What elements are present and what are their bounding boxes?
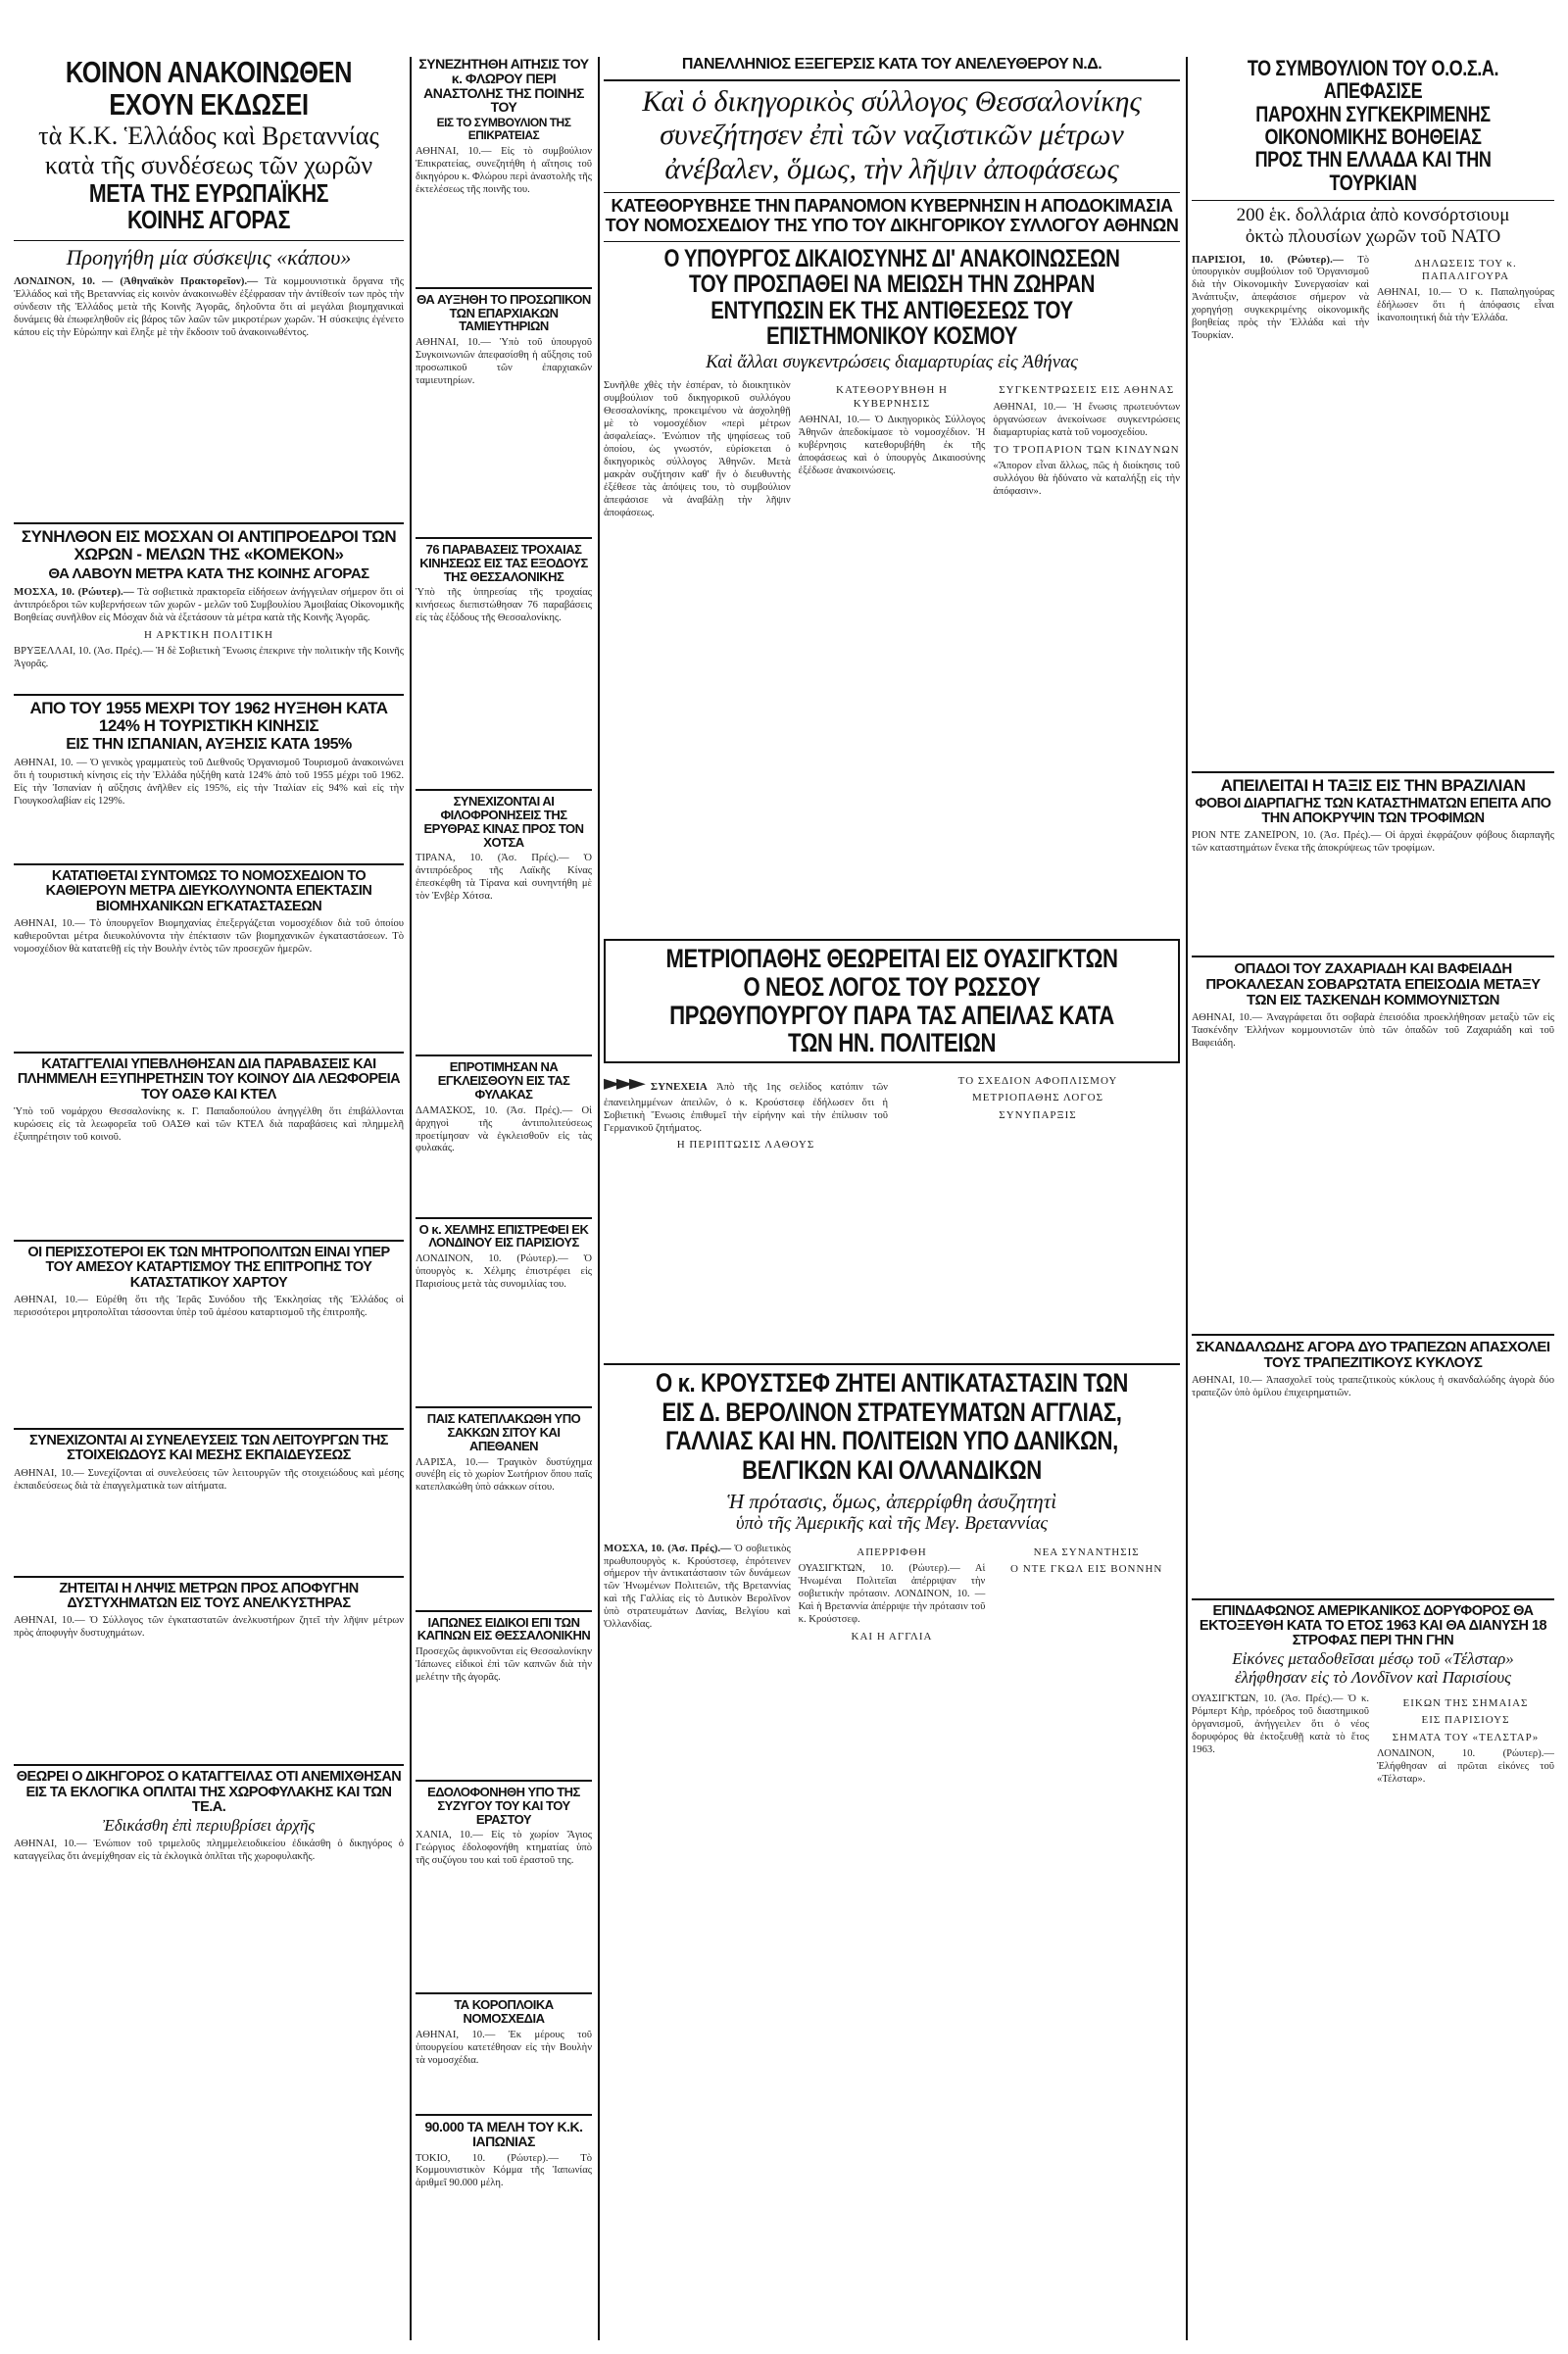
headline-tashkent: ΟΠΑΔΟΙ ΤΟΥ ΖΑΧΑΡΙΑΔΗ ΚΑΙ ΒΑΦΕΙΑΔΗ ΠΡΟΚΑΛΕΣΑΝ ΣΟΒΑΡΩΤΑΤΑ ΕΠΕΙΣΟΔΙΑ ΜΕΤΑΞΥ ΤΩΝ ΕΙΣ ΤΑΣΚΕΝΔΗ ΚΟΜΜΟΥΝΙΣΤΩΝ [1205,960,1541,1009]
headline-moderate-speech: ΜΕΤΡΙΟΠΑΘΗΣ ΘΕΩΡΕΙΤΑΙ ΕΙΣ ΟΥΑΣΙΓΚΤΩΝ Ο ΝΕΟΣ ΛΟΓΟΣ ΤΟΥ ΡΩΣΣΟΥ ΠΡΩΘΥΠΟΥΡΓΟΥ ΠΑΡΑ ΤΑΣ ΑΠΕΙΛΑΣ ΚΑΤΑ ΤΩΝ ΗΝ. ΠΟΛΙΤΕΙΩΝ [665,944,1118,1058]
article-bills-text: ΑΘΗΝΑΙ, 10.— Ἐκ μέρους τοῦ ὑπουργείου κατετέθησαν εἰς τὴν Βουλὴν τὰ νομοσχέδια. [416,2029,592,2066]
headline-metropolitans: ΟΙ ΠΕΡΙΣΣΟΤΕΡΟΙ ΕΚ ΤΩΝ ΜΗΤΡΟΠΟΛΙΤΩΝ ΕΙΝΑΙ ΥΠΕΡ ΤΟΥ ΑΜΕΣΟΥ ΚΑΤΑΡΤΙΣΜΟΥ ΤΗΣ ΕΠΙΤΡΟΠΗΣ ΤΟΥ ΚΑΤΑΣΤΑΤΙΚΟΥ ΧΑΡΤΟΥ [27,1244,390,1291]
newspaper-page [14,57,1554,2340]
subhead-rejected-line2: ὑπὸ τῆς Ἀμερικῆς καὶ τῆς Μεγ. Βρεταννίας [735,1512,1049,1534]
headline-moscow-comecon: ΣΥΝΗΛΘΟΝ ΕΙΣ ΜΟΣΧΑΝ ΟΙ ΑΝΤΙΠΡΟΕΔΡΟΙ ΤΩΝ ΧΩΡΩΝ - ΜΕΛΩΝ ΤΗΣ «ΚΟΜΕΚΟΝ» [21,526,397,564]
headline-elevators: ΖΗΤΕΙΤΑΙ Η ΛΗΨΙΣ ΜΕΤΡΩΝ ΠΡΟΣ ΑΠΟΦΥΓΗΝ ΔΥΣΤΥΧΗΜΑΤΩΝ ΕΙΣ ΤΟΥΣ ΑΝΕΛΚΥΣΤΗΡΑΣ [59,1580,359,1612]
subhead-lawyer-trial: Ἐδικάσθη ἐπὶ περιυβρίσει ἀρχῆς [102,1815,316,1835]
article-brazil-text: ΡΙΟΝ ΝΤΕ ΖΑΝΕΪΡΟΝ, 10. (Ἀσ. Πρές).— Οἱ ἀρχαὶ ἐκφράζουν φόβους διαρπαγῆς τῶν καταστημάτων ἕνεκα τῆς ἀποκρύψεως τῶν τροφίμων. [1192,830,1554,855]
caption-moderate: ΜΕΤΡΙΟΠΑΘΗΣ ΛΟΓΟΣ [972,1092,1103,1104]
subhead-rejected: Ἡ πρότασις, ὅμως, ἀπερρίφθη ἀσυζητητὶ [726,1489,1057,1513]
article-thessaloniki-col-a: Συνῆλθε χθὲς τὴν ἑσπέραν, τὸ διοικητικὸν συμβούλιον τοῦ δικηγορικοῦ συλλόγου Θεσσαλονίκης, προκειμένου νὰ ἀσχοληθῇ μὲ τὸ νομοσχέδιον «περὶ μέτρων ἀσφαλείας». Ἐνώπιον τῆς ψηφίσεως τοῦ ὁποίου, ὡς γνωστόν, εὑρίσκεται ὁ δικηγορικὸς σύλλογος Ἀθηνῶν. Μετὰ μακρὰν συζήτησιν καθ' ἣν ὁ διευθυντὴς ἐξέθεσε τὰς ἀπόψεις του, τὸ συμβούλιον ἀπεφάσισε νὰ ἀναβάλῃ τὴν λῆψιν ἀποφάσεως. [604,380,791,518]
caption-mistake: Η ΠΕΡΙΠΤΩΣΙΣ ΛΑΘΟΥΣ [676,1139,815,1152]
article-floros-text: ΑΘΗΝΑΙ, 10.— Εἰς τὸ συμβούλιον Ἐπικρατείας, συνεζητήθη ἡ αἴτησις τοῦ δικηγόρου κ. Φλώρου περὶ ἀναστολῆς τῆς ἐκτελέσεως τῆς ποινῆς του. [416,145,592,195]
article-speech-col-b [896,1071,1180,1357]
caption-papaligouras: ΔΗΛΩΣΕΙΣ ΤΟΥ κ. ΠΑΠΑΛΙΓΟΥΡΑ [1414,257,1517,282]
article-oecd-col-a: ΠΑΡΙΣΙΟΙ, 10. (Ρώυτερ).— Τὸ ὑπουργικὸν συμβούλιον τοῦ Ὀργανισμοῦ διὰ τὴν Οἰκονομικὴν Συνεργασίαν καὶ Ἀνάπτυξιν, ἀπεφάσισε σήμερον νὰ χορηγήσῃ συγκεκριμένης οἰκονομικῆς βοηθείας πρὸς τὴν Ἑλλάδα καὶ τὴν Τουρκίαν. [1192,253,1369,342]
caption-disarmament: ΤΟ ΣΧΕΔΙΟΝ ΑΦΟΠΛΙΣΜΟΥ [957,1074,1118,1087]
caption-new-meeting: ΝΕΑ ΣΥΝΑΝΤΗΣΙΣ [1033,1545,1140,1558]
headline-koinon-line4: ΜΕΤΑ ΤΗΣ ΕΥΡΩΠΑΪΚΗΣ ΚΟΙΝΗΣ ΑΓΟΡΑΣ [88,177,329,235]
article-japanese-text: Προσεχῶς ἀφικνοῦνται εἰς Θεσσαλονίκην Ἰάπωνες εἰδικοὶ ἐπὶ τῶν καπνῶν διὰ τὴν μελέτην τῆς ἀγορᾶς. [416,1646,592,1683]
headline-japanese-tobacco: ΙΑΠΩΝΕΣ ΕΙΔΙΚΟΙ ΕΠΙ ΤΩΝ ΚΑΠΝΩΝ ΕΙΣ ΘΕΣΣΑΛΟΝΙΚΗΝ [416,1614,591,1643]
caption-telstar-signals: ΣΗΜΑΤΑ ΤΟΥ «ΤΕΛΣΤΑΡ» [1392,1731,1540,1743]
article-speech-col-a: ►►► ΣΥΝΕΧΕΙΑ Ἀπὸ τῆς 1ης σελίδος κατόπιν τῶν ἐπανειλημμένων ἀπειλῶν, ὁ κ. Κρούστσεφ ἐδήλωσεν ὅτι ἡ Σοβιετικὴ Ἕνωσις ἐπιθυμεῖ τὴν εἰρήνην καὶ τὴν ἐπίλυσιν τοῦ Γερμανικοῦ ζητήματος. Η ΠΕΡΙΠΤΩΣΙΣ ΛΑΘΟΥΣ [604,1070,888,1152]
article-satellite-col-a: ΟΥΑΣΙΓΚΤΩΝ, 10. (Ἀσ. Πρές).— Ὁ κ. Ρόμπερτ Κὴρ, πρόεδρος τοῦ διαστημικοῦ ὀργανισμοῦ, ἀνήγγειλεν ὅτι ὁ νέος δορυφόρος θὰ ἐκτοξευθῇ κατὰ τὸ ἔτος 1963. [1192,1692,1369,1755]
caption-paris: ΕΙΣ ΠΑΡΙΣΙΟΥΣ [1421,1714,1510,1727]
article-tourism-text: ΑΘΗΝΑΙ, 10. — Ὁ γενικὸς γραμματεὺς τοῦ Διεθνοῦς Ὀργανισμοῦ Τουρισμοῦ ἀνακοινώνει ὅτι ἡ τουριστικὴ κίνησις εἰς τὴν Ἑλλάδα ηὐξήθη κατὰ 124% ἀπὸ τοῦ 1955 μέχρι τοῦ 1962. Εἰς τὴν Ἰσπανίαν ἡ αὔξησις ἀνῆλθεν εἰς 195%, εἰς τὴν Ἰταλίαν εἰς 94% καὶ εἰς τὴν Γιουγκοσλαβίαν εἰς 129%. [14,757,404,807]
subhead-oecd-200m: 200 ἑκ. δολλάρια ἀπὸ κονσόρτσιουμ [1236,204,1510,225]
headline-savings-banks: ΘΑ ΑΥΞΗΘΗ ΤΟ ΠΡΟΣΩΠΙΚΟΝ ΤΩΝ ΕΠΑΡΧΙΑΚΩΝ ΤΑΜΙΕΥΤΗΡΙΩΝ [416,291,591,334]
headline-bills: ΤΑ ΚΟΡΟΠΛΟΙΚΑ ΝΟΜΟΣΧΕΔΙΑ [454,1997,554,2027]
subhead-telstar-line2: ἐλήφθησαν εἰς τὸ Λονδῖνον καὶ Παρισίους [1234,1668,1512,1688]
headline-brazil: ΑΠΕΙΛΕΙΤΑΙ Η ΤΑΞΙΣ ΕΙΣ ΤΗΝ ΒΡΑΖΙΛΙΑΝ [1220,775,1526,795]
subhead-oecd-nato: ὀκτὼ πλουσίων χωρῶν τοῦ ΝΑΤΟ [1245,225,1501,247]
kicker-uprising: ΠΑΝΕΛΛΗΝΙΟΣ ΕΞΕΓΕΡΣΙΣ ΚΑΤΑ ΤΟΥ ΑΝΕΛΕΥΘΕΡΟΥ Ν.Δ. [681,57,1102,73]
article-murder-text: ΧΑΝΙΑ, 10.— Εἰς τὸ χωρίον Ἅγιος Γεώργιος ἐδολοφονήθη κτηματίας ὑπὸ τῆς συζύγου του καὶ τοῦ ἐραστοῦ της. [416,1830,592,1867]
caption-flag-image: ΕΙΚΩΝ ΤΗΣ ΣΗΜΑΙΑΣ [1402,1696,1529,1709]
article-lawyer-text: ΑΘΗΝΑΙ, 10.— Ἐνώπιον τοῦ τριμελοῦς πλημμελειοδικείου ἐδικάσθη ὁ δικηγόρος ὁ καταγγείλας ὅτι ἀνεμίχθησαν εἰς τὰ ἐκλογικὰ ὁπλῖται τῆς χωροφυλακῆς. [14,1839,404,1863]
subhead-protests: Καὶ ἄλλαι συγκεντρώσεις διαμαρτυρίας εἰς Ἀθήνας [706,351,1078,372]
headline-oecd-line4: ΠΡΟΣ ΤΗΝ ΕΛΛΑΔΑ ΚΑΙ ΤΗΝ ΤΟΥΡΚΙΑΝ [1254,147,1492,195]
caption-government: ΚΑΤΕΘΟΡΥΒΗΘΗ Η ΚΥΒΕΡΝΗΣΙΣ [836,384,948,410]
caption-dangers: ΤΟ ΤΡΟΠΑΡΙΟΝ ΤΩΝ ΚΙΝΔΥΝΩΝ [993,443,1180,456]
caption-arctic: Η ΑΡΚΤΙΚΗ ΠΟΛΙΤΙΚΗ [144,628,273,641]
headline-floros: ΣΥΝΕΖΗΤΗΘΗ ΑΙΤΗΣΙΣ ΤΟΥ κ. ΦΛΩΡΟΥ ΠΕΡΙ ΑΝΑΣΤΟΛΗΣ ΤΗΣ ΠΟΙΝΗΣ ΤΟΥ [418,57,589,116]
headline-industrial: ΚΑΤΑΤΙΘΕΤΑΙ ΣΥΝΤΟΜΩΣ ΤΟ ΝΟΜΟΣΧΕΔΙΟΝ ΤΟ ΚΑΘΙΕΡΟΥΝ ΜΕΤΡΑ ΔΙΕΥΚΟΛΥΝΟΝΤΑ ΕΠΕΚΤΑΣΙΝ ΒΙΟΜΗΧΑΝΙΚΩΝ ΕΓΚΑΤΑΣΤΑΣΕΩΝ [45,867,372,914]
subhead-tourism-spain: ΕΙΣ ΤΗΝ ΙΣΠΑΝΙΑΝ, ΑΥΞΗΣΙΣ ΚΑΤΑ 195% [66,735,352,753]
headline-lawyer-trial: ΘΕΩΡΕΙ Ο ΔΙΚΗΓΟΡΟΣ Ο ΚΑΤΑΓΓΕΙΛΑΣ ΟΤΙ ΑΝΕΜΙΧΘΗΣΑΝ ΕΙΣ ΤΑ ΕΚΛΟΓΙΚΑ ΟΠΛΙΤΑΙ ΤΗΣ ΧΩΡΟΦΥΛΑΚΗΣ ΚΑΙ ΤΩΝ ΤΕ.Α. [16,1769,402,1816]
caption-de-gaulle: Ο ΝΤΕ ΓΚΩΛ ΕΙΣ ΒΟΝΝΗΝ [1010,1563,1163,1576]
headline-oasth-ktel: ΚΑΤΑΓΓΕΛΙΑΙ ΥΠΕΒΛΗΘΗΣΑΝ ΔΙΑ ΠΑΡΑΒΑΣΕΙΣ ΚΑΙ ΠΛΗΜΜΕΛΗ ΕΞΥΠΗΡΕΤΗΣΙΝ ΤΟΥ ΚΟΙΝΟΥ ΔΙΑ ΛΕΩΦΟΡΕΙΑ ΤΟΥ ΟΑΣΘ ΚΑΙ ΚΤΕΛ [17,1055,401,1103]
headline-oecd-line3: ΟΙΚΟΝΟΜΙΚΗΣ ΒΟΗΘΕΙΑΣ [1264,123,1482,149]
article-banks-text: ΑΘΗΝΑΙ, 10.— Ἀπασχολεῖ τοὺς τραπεζιτικοὺς κύκλους ἡ σκανδαλώδης ἀγορὰ δύο τραπεζῶν ὑπὸ ὁμίλου ἐπιχειρηματιῶν. [1192,1374,1554,1398]
article-oecd-col-b: ΔΗΛΩΣΕΙΣ ΤΟΥ κ. ΠΑΠΑΛΙΓΟΥΡΑ ΑΘΗΝΑΙ, 10.— Ὁ κ. Παπαληγούρας ἐδήλωσεν ὅτι ἡ ἀπόφασις εἶναι ἱκανοποιητική διὰ τὴν Ἑλλάδα. [1377,257,1554,324]
article-red-china-text: ΤΙΡΑΝΑ, 10. (Ἀσ. Πρές).— Ὁ ἀντιπρόεδρος τῆς Λαϊκῆς Κίνας ἐπεσκέφθη τὰ Τίρανα καὶ συνηντήθη μὲ τὸν Ἐνβὲρ Χότσα. [416,853,592,903]
column-3 [604,57,1180,2340]
column-1 [14,57,404,2340]
headline-koinon-line2: τὰ Κ.Κ. Ἑλλάδος καὶ Βρεταννίας [38,121,379,150]
article-child-text: ΛΑΡΙΣΑ, 10.— Τραγικὸν δυστύχημα συνέβη εἰς τὸ χωρίον Σωτήριον ὅπου παῖς κατεπλακώθη ὑπὸ σάκκων σίτου. [416,1456,592,1494]
article-helmis-text: ΛΟΝΔΙΝΟΝ, 10. (Ρώυτερ).— Ὁ ὑπουργὸς κ. Χέλμης ἐπιστρέφει εἰς Παρισίους μετὰ τὰς συνομιλίας του. [416,1253,592,1291]
article-oasth-text: Ὑπὸ τοῦ νομάρχου Θεσσαλονίκης κ. Γ. Παπαδοπούλου ἀνηγγέλθη ὅτι ἐπιβάλλονται κυρώσεις εἰς τὰ λεωφορεῖα τοῦ ΟΑΣΘ καὶ τῶν ΚΤΕΛ διὰ παραβάσεις καὶ πλημμελῆ ἐξυπηρέτησιν τοῦ κοινοῦ. [14,1105,404,1143]
article-thessaloniki-col-b: ΚΑΤΕΘΟΡΥΒΗΘΗ Η ΚΥΒΕΡΝΗΣΙΣ ΑΘΗΝΑΙ, 10.— Ὁ Δικηγορικὸς Σύλλογος Ἀθηνῶν ἀπεδοκίμασε τὸ νομοσχέδιον. Ἡ κυβέρνησις κατεθορυβήθη ἐκ τῆς ἀποφάσεως καὶ ὁ ὑπουργὸς Δικαιοσύνης ἐξέδωσε ἀνακοινώσεις. [798,384,986,476]
headline-satellite: ΕΠΙΝΔΑΦΩΝΟΣ ΑΜΕΡΙΚΑΝΙΚΟΣ ΔΟΡΥΦΟΡΟΣ ΘΑ ΕΚΤΟΞΕΥΘΗ ΚΑΤΑ ΤΟ ΕΤΟΣ 1963 ΚΑΙ ΘΑ ΔΙΑΝΥΣΗ 18 ΣΤΡΟΦΑΣ ΠΕΡΙ ΤΗΝ ΓΗΝ [1199,1602,1547,1649]
article-metropolitans-text: ΑΘΗΝΑΙ, 10.— Εὐρέθη ὅτι τῆς Ἱερᾶς Συνόδου τῆς Ἐκκλησίας τῆς Ἑλλάδος οἱ περισσότεροι μητροπολῖται τάσσονται ὑπὲρ τοῦ ἀμέσου καταρτισμοῦ τῆς ἐπιτροπῆς. [14,1295,404,1318]
headline-berlin-troops: Ο κ. ΚΡΟΥΣΤΣΕΦ ΖΗΤΕΙ ΑΝΤΙΚΑΤΑΣΤΑΣΙΝ ΤΩΝ ΕΙΣ Δ. ΒΕΡΟΛΙΝΟΝ ΣΤΡΑΤΕΥΜΑΤΩΝ ΑΓΓΛΙΑΣ, ΓΑΛΛΙΑΣ ΚΑΙ ΗΝ. ΠΟΛΙΤΕΙΩΝ ΥΠΟ ΔΑΝΙΚΩΝ, ΒΕΛΓΙΚΩΝ ΚΑΙ ΟΛΛΑΝΔΙΚΩΝ [656,1367,1128,1485]
article-traffic-text: Ὑπὸ τῆς ὑπηρεσίας τῆς τροχαίας κινήσεως διεπιστώθησαν 76 παραβάσεις εἰς τὰς ἐξόδους τῆς Θεσσαλονίκης. [416,587,592,624]
subhead-floros: ΕΙΣ ΤΟ ΣΥΜΒΟΥΛΙΟΝ ΤΗΣ ΕΠΙΚΡΑΤΕΙΑΣ [436,116,571,143]
article-satellite-col-b: ΕΙΚΩΝ ΤΗΣ ΣΗΜΑΙΑΣ ΕΙΣ ΠΑΡΙΣΙΟΥΣ ΣΗΜΑΤΑ ΤΟΥ «ΤΕΛΣΤΑΡ» ΛΟΝΔΙΝΟΝ, 10. (Ρώυτερ).— Ἐλήφθησαν αἱ πρῶται εἰκόνες τοῦ «Τέλσταρ». [1377,1696,1554,1785]
headline-traffic-violations: 76 ΠΑΡΑΒΑΣΕΙΣ ΤΡΟΧΑΙΑΣ ΚΙΝΗΣΕΩΣ ΕΙΣ ΤΑΣ ΕΞΟΔΟΥΣ ΤΗΣ ΘΕΣΣΑΛΟΝΙΚΗΣ [419,542,588,584]
headline-thessaloniki-line2: συνεζήτησεν ἐπὶ τῶν ναζιστικῶν μέτρων [660,119,1124,152]
headline-murder: ΕΔΟΛΟΦΟΝΗΘΗ ΥΠΟ ΤΗΣ ΣΥΖΥΓΟΥ ΤΟΥ ΚΑΙ ΤΟΥ ΕΡΑΣΤΟΥ [427,1785,580,1827]
subhead-syskepsis: Προηγήθη μία σύσκεψις «κάπου» [66,244,352,270]
article-berlin-col-a: ΜΟΣΧΑ, 10. (Ἀσ. Πρές).— Ὁ σοβιετικὸς πρωθυπουργὸς κ. Κρούστσεφ, ἐπρότεινεν σήμερον τὴν ἀντικατάστασιν τῶν δυνάμεων τῶν Ἡνωμένων Πολιτειῶν, τῆς Βρεταννίας καὶ τῆς Γαλλίας εἰς τὸ Δυτικὸν Βερολῖνον ὑπὸ στρατευμάτων Δανίας, Βελγίου καὶ Ὀλλανδίας. [604,1542,791,1631]
headline-koinon-line3: κατὰ τῆς συνδέσεως τῶν χωρῶν [44,150,373,179]
article-industrial-text: ΑΘΗΝΑΙ, 10.— Τὸ ὑπουργεῖον Βιομηχανίας ἐπεξεργάζεται νομοσχέδιον διὰ τοῦ ὁποίου καθιεροῦνται μέτρα διευκολύνοντα τὴν ἐπέκτασιν τῶν βιομηχανικῶν ἐγκαταστάσεων. Τὸ νομοσχέδιον θὰ κατατεθῇ εἰς τὴν Βουλὴν ἐντὸς τῶν προσεχῶν ἡμερῶν. [14,917,404,955]
headline-thessaloniki-line1: Καὶ ὁ δικηγορικὸς σύλλογος Θεσσαλονίκης [642,84,1142,118]
headline-oecd-line2: ΠΑΡΟΧΗΝ ΣΥΓΚΕΚΡΙΜΕΝΗΣ [1255,101,1491,126]
headline-banks: ΣΚΑΝΔΑΛΩΔΗΣ ΑΓΟΡΑ ΔΥΟ ΤΡΑΠΕΖΩΝ ΑΠΑΣΧΟΛΕΙ ΤΟΥΣ ΤΡΑΠΕΖΙΤΙΚΟΥΣ ΚΥΚΛΟΥΣ [1196,1338,1550,1371]
caption-england: ΚΑΙ Η ΑΓΓΛΙΑ [851,1630,933,1643]
article-thessaloniki-col-c: ΣΥΓΚΕΝΤΡΩΣΕΙΣ ΕΙΣ ΑΘΗΝΑΣ ΑΘΗΝΑΙ, 10.— Ἡ ἕνωσις πρωτευόντων ὁργανώσεων ἀνεκοίνωσε συγκεντρώσεις διαμαρτυρίας κατὰ τοῦ νομοσχεδίου. ΤΟ ΤΡΟΠΑΡΙΟΝ ΤΩΝ ΚΙΝΔΥΝΩΝ «Ἄπορον εἶναι ἄλλως, πῶς ἡ διοίκησις τοῦ συλλόγου θὰ ἠδύνατο νὰ καταλήξῃ εἰς τὴν ἀπόφασιν». [993,384,1180,497]
headline-government-disturbed: ΚΑΤΕΘΟΡΥΒΗΣΕ ΤΗΝ ΠΑΡΑΝΟΜΟΝ ΚΥΒΕΡΝΗΣΙΝ Η ΑΠΟΔΟΚΙΜΑΣΙΑ ΤΟΥ ΝΟΜΟΣΧΕΔΙΟΥ ΤΗΣ ΥΠΟ ΤΟΥ ΔΙΚΗΓΟΡΙΚΟΥ ΣΥΛΛΟΓΟΥ ΑΘΗΝΩΝ [605,196,1179,235]
headline-child-wheat: ΠΑΙΣ ΚΑΤΕΠΛΑΚΩΘΗ ΥΠΟ ΣΑΚΚΩΝ ΣΙΤΟΥ ΚΑΙ ΑΠΕΘΑΝΕΝ [426,1411,581,1453]
article-tashkent-text: ΑΘΗΝΑΙ, 10.— Ἀναγράφεται ὅτι σοβαρὰ ἐπεισόδια προεκλήθησαν μεταξὺ τῶν εἰς Τασκένδην Ἑλλήνων κομμουνιστῶν ὑπὸ τῶν ὀπαδῶν τοῦ Ζαχαριάδη καὶ τοῦ Βαφειάδη. [1192,1011,1554,1049]
article-berlin-col-c [993,1543,1180,1647]
article-japan-kk-text: ΤΟΚΙΟ, 10. (Ρώυτερ).— Τὸ Κομμουνιστικὸν Κόμμα τῆς Ἰαπωνίας ἀριθμεῖ 90.000 μέλη. [416,2152,592,2189]
article-prisons-text: ΔΑΜΑΣΚΟΣ, 10. (Ἀσ. Πρές).— Οἱ ἀρχηγοὶ τῆς ἀντιπολιτεύσεως προετίμησαν νὰ ἐγκλεισθοῦν εἰς τὰς φυλακάς. [416,1104,592,1154]
headline-helmis: Ο κ. ΧΕΛΜΗΣ ΕΠΙΣΤΡΕΦΕΙ ΕΚ ΛΟΝΔΙΝΟΥ ΕΙΣ ΠΑΡΙΣΙΟΥΣ [418,1221,589,1251]
headline-teachers: ΣΥΝΕΧΙΖΟΝΤΑΙ ΑΙ ΣΥΝΕΛΕΥΣΕΙΣ ΤΩΝ ΛΕΙΤΟΥΡΓΩΝ ΤΗΣ ΣΤΟΙΧΕΙΩΔΟΥΣ ΚΑΙ ΜΕΣΗΣ ΕΚΠΑΙΔΕΥΣΕΩΣ [28,1433,389,1464]
continuation-arrows-icon: ►►► [604,1070,642,1096]
subhead-brazil: ΦΟΒΟΙ ΔΙΑΡΠΑΓΗΣ ΤΩΝ ΚΑΤΑΣΤΗΜΑΤΩΝ ΕΠΕΙΤΑ ΑΠΟ ΤΗΝ ΑΠΟΚΡΥΨΙΝ ΤΩΝ ΤΡΟΦΙΜΩΝ [1195,795,1551,826]
column-2 [416,57,592,2340]
headline-japan-kk: 90.000 ΤΑ ΜΕΛΗ ΤΟΥ Κ.Κ. ΙΑΠΩΝΙΑΣ [424,2118,583,2149]
subhead-telstar: Εἰκόνες μεταδοθεῖσαι μέσῳ τοῦ «Τέλσταρ» [1232,1648,1514,1668]
caption-gatherings: ΣΥΓΚΕΝΤΡΩΣΕΙΣ ΕΙΣ ΑΘΗΝΑΣ [999,384,1175,397]
article-comecon-text: ΜΟΣΧΑ, 10. (Ρώυτερ).— Τὰ σοβιετικὰ πρακτορεῖα εἰδήσεων ἀνήγγειλαν σήμερον ὅτι οἱ ἀντιπρόεδροι τῶν κυβερνήσεων τῶν χωρῶν - μελῶν τοῦ Συμβουλίου Ἀμοιβαίας Οἰκονομικῆς Βοηθείας συνῆλθον εἰς Μόσχαν διὰ νὰ ἐξετάσουν τὰ μέτρα κατὰ τῆς Κοινῆς Ἀγορᾶς. Η ΑΡΚΤΙΚΗ ΠΟΛΙΤΙΚΗ ΒΡΥΞΕΛΛΑΙ, 10. (Ἀσ. Πρές).— Ἡ δὲ Σοβιετικὴ Ἕνωσις ἐπεκρινε τὴν πολιτικὴν τῆς Κοινῆς Ἀγορᾶς. [14,585,404,669]
headline-prisons: ΕΠΡΟΤΙΜΗΣΑΝ ΝΑ ΕΓΚΛΕΙΣΘΟΥΝ ΕΙΣ ΤΑΣ ΦΥΛΑΚΑΣ [437,1059,570,1102]
box-khrushchev-speech [604,939,1180,1062]
caption-rejected: ΑΠΕΡΡΙΦΘΗ [857,1545,927,1558]
article-savings-text: ΑΘΗΝΑΙ, 10.— Ὑπὸ τοῦ ὑπουργοῦ Συγκοινωνιῶν ἀπεφασίσθη ἡ αὔξησις τοῦ προσωπικοῦ τῶν ἐπαρχιακῶν ταμιευτηρίων. [416,337,592,386]
column-4 [1192,57,1554,2340]
caption-coexistence: ΣΥΝΥΠΑΡΞΙΣ [999,1108,1077,1121]
headline-thessaloniki-line3: ἀνέβαλεν, ὅμως, τὴν λῆψιν ἀποφάσεως [664,152,1119,185]
article-teachers-text: ΑΘΗΝΑΙ, 10.— Συνεχίζονται αἱ συνελεύσεις τῶν λειτουργῶν τῆς στοιχειώδους καὶ μέσης ἐκπαιδεύσεως διὰ τὰ ἐπαγγελματικὰ των αἰτήματα. [14,1467,404,1492]
headline-oecd-line1: ΤΟ ΣΥΜΒΟΥΛΙΟΝ ΤΟΥ Ο.Ο.Σ.Α. ΑΠΕΦΑΣΙΣΕ [1247,57,1499,104]
article-elevators-text: ΑΘΗΝΑΙ, 10.— Ὁ Σύλλογος τῶν ἐγκαταστατῶν ἀνελκυστήρων ζητεῖ τὴν λῆψιν μέτρων πρὸς ἀποφυγὴν δυστυχημάτων. [14,1615,404,1640]
headline-justice-minister: Ο ΥΠΟΥΡΓΟΣ ΔΙΚΑΙΟΣΥΝΗΣ ΔΙ' ΑΝΑΚΟΙΝΩΣΕΩΝ ΤΟΥ ΠΡΟΣΠΑΘΕΙ ΝΑ ΜΕΙΩΣΗ ΤΗΝ ΖΩΗΡΑΝ ΕΝΤΥΠΩΣΙΝ ΕΚ ΤΗΣ ΑΝΤΙΘΕΣΕΩΣ ΤΟΥ ΕΠΙΣΤΗΜΟΝΙΚΟΥ ΚΟΣΜΟΥ [663,244,1120,351]
article-berlin-col-b: ΑΠΕΡΡΙΦΘΗ ΟΥΑΣΙΓΚΤΩΝ, 10. (Ρώυτερ).— Αἱ Ἡνωμέναι Πολιτεῖαι ἀπέρριψαν τὴν σοβιετικὴν πρότασιν. ΛΟΝΔΙΝΟΝ, 10. — Καὶ ἡ Βρεταννία ἀπέρριψε τὴν πρότασιν τοῦ κ. Κρούστσεφ. ΚΑΙ Η ΑΓΓΛΙΑ [798,1545,986,1643]
headline-red-china: ΣΥΝΕΧΙΖΟΝΤΑΙ ΑΙ ΦΙΛΟΦΡΟΝΗΣΕΙΣ ΤΗΣ ΕΡΥΘΡΑΣ ΚΙΝΑΣ ΠΡΟΣ ΤΟΝ ΧΟΤΣΑ [423,794,584,850]
headline-tourism: ΑΠΟ ΤΟΥ 1955 ΜΕΧΡΙ ΤΟΥ 1962 ΗΥΞΗΘΗ ΚΑΤΑ 124% Η ΤΟΥΡΙΣΤΙΚΗ ΚΙΝΗΣΙΣ [29,698,388,735]
article-koinon-text: ΛΟΝΔΙΝΟΝ, 10. — (Ἀθηναϊκὸν Πρακτορεῖον).— Τὰ κομμουνιστικὰ ὄργανα τῆς Ἑλλάδος καὶ τῆς Βρεταννίας εἰς κοινὸν ἀνακοινωθὲν ἐξέφρασαν τὴν ἀντίθεσίν των πρὸς τὴν σύνδεσιν τῆς Ἑλλάδος μετὰ τῆς Κοινῆς Ἀγορᾶς, δηλοῦντα ὅτι αἱ μεγάλαι βιομηχανικαὶ δυνάμεις θὰ ἐπωφεληθοῦν εἰς βάρος τῶν λαῶν τῶν μικροτέρων χωρῶν. Ἡ σύσκεψις ἐγένετο κάπου εἰς τὴν Εὐρώπην καὶ ἔληξε μὲ τὴν ἔκδοσιν τοῦ ἀνακοινωθέντος. [14,274,404,338]
subhead-comecon: ΘΑ ΛΑΒΟΥΝ ΜΕΤΡΑ ΚΑΤΑ ΤΗΣ ΚΟΙΝΗΣ ΑΓΟΡΑΣ [48,564,369,582]
dateline: ΛΟΝΔΙΝΟΝ, 10. — (Ἀθηναϊκὸν Πρακτορεῖον).— [14,274,259,287]
headline-koinon: ΚΟΙΝΟΝ ΑΝΑΚΟΙΝΩΘΕΝ ΕΧΟΥΝ ΕΚΔΩΣΕΙ [65,57,353,122]
